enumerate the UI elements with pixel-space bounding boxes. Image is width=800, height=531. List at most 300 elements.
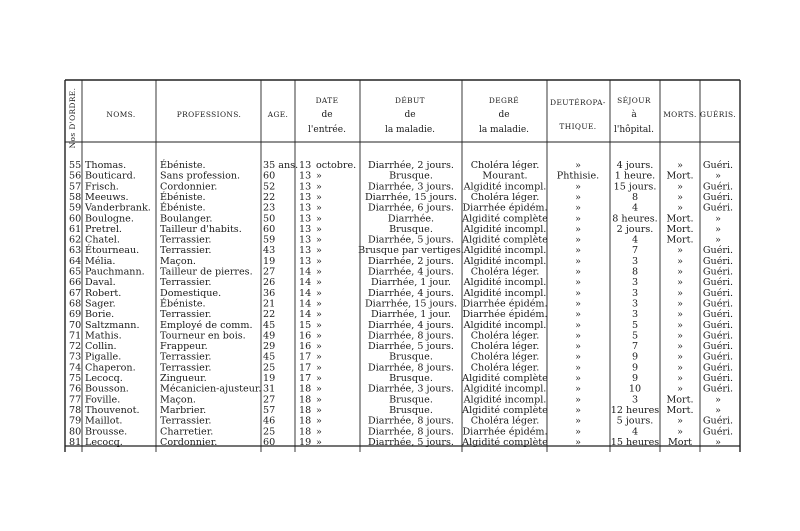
- cell-degre: Diarrhée épidém.: [462, 426, 548, 438]
- cell-deut: »: [575, 404, 581, 416]
- cell-profession: Ébéniste.: [160, 191, 206, 203]
- cell-deut: »: [575, 362, 581, 374]
- cell-age: 35 ans.: [263, 160, 299, 171]
- cell-nom: Chatel.: [85, 234, 120, 246]
- cell-gueri: Guéri.: [702, 202, 734, 214]
- cell-age: 57: [263, 404, 276, 416]
- table-header: [68, 88, 736, 149]
- cell-deut: »: [575, 181, 581, 193]
- cell-deut: »: [575, 330, 581, 342]
- cell-nom: Lecocq.: [85, 436, 123, 448]
- cell-profession: Charretier.: [160, 426, 214, 438]
- cell-mort: »: [677, 383, 683, 395]
- cell-mois: »: [316, 319, 322, 331]
- cell-age: 26: [263, 277, 276, 289]
- cell-profession: Ébéniste.: [160, 160, 206, 171]
- header-degre-2: de: [498, 110, 510, 120]
- table-row: [69, 224, 721, 235]
- cell-date: 14: [299, 298, 312, 310]
- cell-profession: Ébéniste.: [160, 298, 206, 310]
- table-row: [69, 352, 733, 363]
- header-degre-3: la maladie.: [478, 125, 530, 135]
- cell-profession: Frappeur.: [160, 341, 208, 353]
- cell-nom: Pigalle.: [85, 351, 122, 363]
- table-row: [69, 394, 721, 405]
- cell-no: 58: [69, 191, 82, 203]
- cell-age: 36: [263, 287, 276, 299]
- cell-debut: Brusque par vertiges.: [358, 245, 464, 257]
- cell-date: 14: [299, 266, 312, 278]
- cell-age: 50: [263, 213, 276, 225]
- cell-gueri: Guéri.: [702, 287, 734, 299]
- table-row: [69, 213, 721, 224]
- cell-debut: Diarrhée, 3 jours.: [368, 383, 454, 395]
- cell-debut: Diarrhée, 8 jours.: [368, 426, 454, 438]
- header-debut-3: la maladie.: [384, 125, 436, 135]
- cell-mort: Mort.: [666, 170, 694, 182]
- cell-no: 59: [69, 202, 82, 214]
- cell-no: 65: [69, 266, 82, 278]
- cell-debut: Diarrhée, 8 jours.: [368, 415, 454, 427]
- cell-profession: Ébéniste.: [160, 202, 206, 214]
- cell-age: 19: [263, 255, 276, 267]
- cell-degre: Algidité incompl.: [463, 245, 547, 257]
- cell-sejour: 7: [631, 341, 639, 353]
- cell-no: 80: [69, 426, 82, 438]
- cell-deut: »: [575, 436, 581, 448]
- header-debut-1: DÉBUT: [395, 96, 425, 105]
- cell-degre: Algidité incompl.: [463, 319, 547, 331]
- cell-date: 14: [299, 277, 312, 289]
- table-row: [69, 320, 733, 331]
- table-row: [69, 437, 721, 448]
- table-row: [69, 159, 733, 171]
- cell-deut: »: [575, 287, 581, 299]
- cell-date: 18: [299, 394, 312, 406]
- cell-debut: Diarrhée, 5 jours.: [368, 341, 454, 353]
- cell-profession: Tailleur de pierres.: [160, 266, 253, 278]
- cell-age: 22: [263, 191, 276, 203]
- cell-nom: Thomas.: [85, 160, 127, 171]
- cell-degre: Choléra léger.: [470, 266, 540, 278]
- table-body: [69, 159, 733, 448]
- cell-profession: Mécanicien-ajusteur.: [160, 383, 262, 395]
- cell-sejour: 5: [631, 319, 639, 331]
- cell-mort: Mort.: [666, 234, 694, 246]
- cell-degre: Diarrhée épidém.: [462, 202, 548, 214]
- cell-profession: Boulanger.: [160, 213, 213, 225]
- header-gueris: GUÉRIS.: [700, 110, 736, 119]
- cell-sejour: 7: [631, 245, 639, 257]
- cell-nom: Saltzmann.: [85, 319, 140, 331]
- cell-date: 14: [299, 309, 312, 321]
- header-sejour-3: l'hôpital.: [614, 125, 654, 135]
- cell-mois: »: [316, 234, 322, 246]
- cell-profession: Terrassier.: [160, 309, 212, 321]
- cell-age: 60: [263, 223, 276, 235]
- header-sejour-1: SÉJOUR: [617, 96, 651, 105]
- cell-age: 45: [263, 351, 276, 363]
- cell-nom: Daval.: [85, 277, 116, 289]
- cell-profession: Maçon.: [160, 255, 196, 267]
- cell-degre: Algidité incompl.: [463, 287, 547, 299]
- cell-mort: »: [677, 245, 683, 257]
- table-row: [69, 288, 733, 299]
- cell-deut: »: [575, 277, 581, 289]
- cell-date: 18: [299, 404, 312, 416]
- cell-nom: Brousse.: [85, 426, 128, 438]
- cell-no: 75: [69, 373, 82, 384]
- cell-gueri: Guéri.: [702, 309, 734, 321]
- cell-date: 14: [299, 287, 312, 299]
- cell-deut: »: [575, 191, 581, 203]
- cell-profession: Terrassier.: [160, 234, 212, 246]
- cell-no: 57: [69, 181, 82, 193]
- cell-mort: »: [677, 255, 683, 267]
- cell-gueri: Guéri.: [702, 191, 734, 203]
- cell-age: 31: [263, 383, 276, 395]
- cell-mort: »: [677, 181, 683, 193]
- cell-mois: »: [316, 404, 322, 416]
- cell-mort: Mort.: [666, 394, 694, 406]
- cell-profession: Cordonnier.: [160, 181, 218, 193]
- cell-profession: Tourneur en bois.: [160, 330, 246, 342]
- cell-sejour: 1 heure.: [614, 170, 656, 182]
- table-row: [69, 277, 733, 288]
- table-row: [69, 416, 733, 427]
- cell-mois: »: [316, 245, 322, 257]
- cell-degre: Choléra léger.: [470, 191, 540, 203]
- cell-age: 27: [263, 394, 276, 406]
- cell-debut: Brusque.: [389, 373, 433, 384]
- cell-mort: Mort.: [666, 223, 694, 235]
- cell-date: 13: [299, 213, 312, 225]
- cell-gueri: Guéri.: [702, 298, 734, 310]
- cell-date: 18: [299, 426, 312, 438]
- cell-sejour: 3: [631, 277, 639, 289]
- cell-deut: »: [575, 415, 581, 427]
- cell-mort: »: [677, 277, 683, 289]
- cell-debut: Diarrhée, 15 jours.: [364, 191, 458, 203]
- cell-nom: Mélia.: [85, 255, 116, 267]
- cell-deut: »: [575, 373, 581, 384]
- cell-debut: Diarrhée.: [387, 213, 435, 225]
- cell-deut: »: [575, 245, 581, 257]
- cell-debut: Brusque.: [389, 404, 433, 416]
- cell-sejour: 8: [631, 191, 639, 203]
- cell-date: 13: [299, 191, 312, 203]
- cell-age: 25: [263, 426, 276, 438]
- cell-date: 13: [299, 202, 312, 214]
- table-row: [69, 297, 733, 309]
- cell-degre: Algidité incompl.: [463, 181, 547, 193]
- cell-debut: Diarrhée, 2 jours.: [368, 255, 454, 267]
- header-nos-ordre: Nos D'ORDRE.: [68, 87, 77, 149]
- cell-mois: »: [316, 223, 322, 235]
- cell-sejour: 9: [631, 373, 639, 384]
- cell-no: 64: [69, 255, 82, 267]
- cell-nom: Mathis.: [85, 330, 122, 342]
- cell-gueri: »: [715, 436, 721, 448]
- cell-date: 18: [299, 415, 312, 427]
- cell-mois: »: [316, 309, 322, 321]
- cell-nom: Borie.: [85, 309, 115, 321]
- cell-no: 76: [69, 383, 82, 395]
- cell-gueri: Guéri.: [702, 362, 734, 374]
- cell-deut: »: [575, 298, 581, 310]
- cell-nom: Bouticard.: [85, 170, 136, 182]
- cell-no: 74: [69, 362, 82, 374]
- cell-sejour: 3: [631, 255, 639, 267]
- cell-debut: Diarrhée, 4 jours.: [368, 287, 454, 299]
- table-row: [69, 384, 733, 395]
- cell-age: 21: [263, 298, 276, 310]
- cell-deut: »: [575, 426, 581, 438]
- cell-mois: »: [316, 341, 322, 353]
- cell-deut: »: [575, 202, 581, 214]
- cell-date: 13: [299, 234, 312, 246]
- cell-debut: Diarrhée, 8 jours.: [368, 330, 454, 342]
- cell-sejour: 10: [628, 383, 642, 395]
- cell-mois: »: [316, 373, 322, 384]
- cell-deut: »: [575, 255, 581, 267]
- cell-date: 16: [299, 341, 312, 353]
- cell-degre: Algidité incompl.: [463, 383, 547, 395]
- cell-date: 18: [299, 383, 312, 395]
- table-row: [69, 341, 733, 352]
- cell-degre: Algidité complète: [462, 404, 548, 416]
- cell-degre: Choléra léger.: [470, 415, 540, 427]
- cell-gueri: Guéri.: [702, 341, 734, 353]
- cell-age: 46: [263, 415, 276, 427]
- cell-mort: »: [677, 287, 683, 299]
- cell-degre: Algidité complète: [462, 373, 548, 384]
- cell-degre: Algidité complète: [462, 213, 548, 225]
- cell-nom: Pauchmann.: [85, 266, 145, 278]
- cell-debut: Diarrhée, 6 jours.: [368, 202, 454, 214]
- cell-mort: »: [677, 362, 683, 374]
- cell-no: 77: [69, 394, 82, 406]
- cell-age: 25: [263, 362, 276, 374]
- cell-sejour: 5: [631, 330, 639, 342]
- table-row: [69, 244, 733, 256]
- table-row: [69, 373, 733, 384]
- cell-mois: »: [316, 266, 322, 278]
- cell-profession: Zingueur.: [160, 373, 207, 384]
- header-date-3: l'entrée.: [308, 125, 346, 135]
- cell-deut: »: [575, 266, 581, 278]
- cell-no: 70: [69, 319, 82, 331]
- cell-profession: Terrassier.: [160, 245, 212, 257]
- cell-debut: Diarrhée, 4 jours.: [368, 266, 454, 278]
- cell-debut: Brusque.: [389, 223, 433, 235]
- cell-nom: Lecocq.: [85, 373, 123, 384]
- cell-mort: »: [677, 266, 683, 278]
- cell-mois: »: [316, 202, 322, 214]
- cell-no: 73: [69, 351, 82, 363]
- cell-no: 66: [69, 277, 82, 289]
- cell-mort: »: [677, 202, 683, 214]
- cell-deut: »: [575, 223, 581, 235]
- cell-gueri: Guéri.: [702, 426, 734, 438]
- cell-sejour: 5 jours.: [616, 415, 654, 427]
- table-row: [69, 405, 721, 416]
- table-row: [69, 267, 733, 278]
- cell-mort: »: [677, 341, 683, 353]
- cell-degre: Diarrhée épidém.: [462, 298, 548, 310]
- cell-nom: Vanderbrank.: [85, 202, 151, 214]
- cell-profession: Terrassier.: [160, 362, 212, 374]
- header-sejour-2: à: [631, 110, 637, 120]
- cell-no: 67: [69, 287, 82, 299]
- cell-mort: »: [677, 319, 683, 331]
- cell-mort: »: [677, 160, 683, 171]
- cell-sejour: 8 heures.: [612, 213, 658, 225]
- cell-sejour: 9: [631, 362, 639, 374]
- table-row: [69, 202, 733, 214]
- cell-age: 27: [263, 266, 276, 278]
- cell-age: 45: [263, 319, 276, 331]
- cell-age: 52: [263, 181, 276, 193]
- cell-nom: Boulogne.: [85, 213, 134, 225]
- cell-gueri: »: [715, 170, 721, 182]
- cell-date: 17: [299, 373, 312, 384]
- cell-nom: Chaperon.: [85, 362, 136, 374]
- header-degre-1: DEGRÉ: [488, 96, 520, 105]
- header-professions: PROFESSIONS.: [176, 110, 242, 119]
- cell-date: 13: [299, 181, 312, 193]
- cell-sejour: 3: [631, 287, 639, 299]
- cell-mort: »: [677, 191, 683, 203]
- cell-date: 15: [299, 319, 312, 331]
- cell-age: 29: [263, 341, 276, 353]
- header-deuteropathique-1: DEUTÉROPA-: [550, 98, 606, 107]
- cell-deut: »: [575, 213, 581, 225]
- header-date-1: DATE: [315, 96, 339, 105]
- cell-degre: Choléra léger.: [470, 351, 540, 363]
- header-date-2: de: [321, 110, 333, 120]
- cell-deut: »: [575, 234, 581, 246]
- cell-mois: »: [316, 436, 322, 448]
- cell-sejour: 4: [631, 202, 639, 214]
- cell-sejour: 15 heures: [610, 436, 660, 448]
- cell-gueri: »: [715, 404, 721, 416]
- header-morts: MORTS.: [663, 110, 697, 119]
- cell-profession: Terrassier.: [160, 351, 212, 363]
- table-row: [69, 426, 733, 437]
- cell-profession: Employé de comm.: [160, 319, 253, 331]
- cell-gueri: Guéri.: [702, 319, 734, 331]
- cell-mois: »: [316, 415, 322, 427]
- cell-gueri: Guéri.: [702, 181, 734, 193]
- cell-debut: Diarrhée, 2 jours.: [368, 160, 454, 171]
- header-deuteropathique-2: THIQUE.: [559, 122, 597, 131]
- table-row: [69, 171, 721, 182]
- cell-profession: Cordonnier.: [160, 436, 218, 448]
- cell-degre: Choléra léger.: [470, 362, 540, 374]
- cell-nom: Étourneau.: [85, 245, 140, 257]
- cell-debut: Diarrhée, 1 jour.: [371, 309, 451, 321]
- cell-date: 17: [299, 362, 312, 374]
- cell-no: 71: [69, 330, 82, 342]
- cell-mois: »: [316, 351, 322, 363]
- cell-mois: »: [316, 287, 322, 299]
- cell-gueri: »: [715, 234, 721, 246]
- cell-degre: Choléra léger.: [470, 330, 540, 342]
- cell-gueri: Guéri.: [702, 245, 734, 257]
- cell-gueri: Guéri.: [702, 383, 734, 395]
- cell-degre: Algidité incompl.: [463, 223, 547, 235]
- cell-debut: Diarrhée, 4 jours.: [368, 319, 454, 331]
- cell-date: 13: [299, 160, 312, 171]
- cell-degre: Choléra léger.: [470, 160, 540, 171]
- cell-deut: »: [575, 394, 581, 406]
- cell-age: 43: [263, 245, 276, 257]
- cell-mort: »: [677, 298, 683, 310]
- cell-nom: Meeuws.: [85, 191, 129, 203]
- cell-gueri: Guéri.: [702, 351, 734, 363]
- cell-degre: Algidité complète: [462, 436, 548, 448]
- cell-sejour: 3: [631, 394, 639, 406]
- cell-date: 16: [299, 330, 312, 342]
- cell-nom: Sager.: [85, 298, 116, 310]
- cell-date: 17: [299, 351, 312, 363]
- header-noms: NOMS.: [106, 110, 136, 119]
- cell-profession: Maçon.: [160, 394, 196, 406]
- cell-nom: Robert.: [85, 287, 122, 299]
- cell-profession: Terrassier.: [160, 277, 212, 289]
- cell-sejour: 3: [631, 298, 639, 310]
- cell-mois: »: [316, 170, 322, 182]
- cell-mois: »: [316, 330, 322, 342]
- cell-mois: »: [316, 383, 322, 395]
- cell-profession: Terrassier.: [160, 415, 212, 427]
- cell-mois: »: [316, 255, 322, 267]
- cell-debut: Diarrhée, 15 jours.: [364, 298, 458, 310]
- cell-sejour: 15 jours.: [613, 181, 657, 193]
- cell-mort: Mort.: [666, 213, 694, 225]
- cell-gueri: Guéri.: [702, 160, 734, 171]
- cell-age: 19: [263, 373, 276, 384]
- header-age: AGE.: [267, 110, 289, 119]
- cell-mort: Mort: [667, 436, 693, 448]
- table-row: [69, 191, 733, 203]
- cell-age: 60: [263, 170, 276, 182]
- cell-mois: »: [316, 426, 322, 438]
- cell-no: 63: [69, 245, 82, 257]
- cell-no: 55: [69, 160, 82, 171]
- cell-deut: »: [575, 341, 581, 353]
- cell-deut: Phthisie.: [556, 170, 600, 182]
- cell-degre: Algidité incompl.: [463, 255, 547, 267]
- cell-deut: »: [575, 351, 581, 363]
- cell-no: 72: [69, 341, 82, 353]
- cell-nom: Maillot.: [85, 415, 123, 427]
- cell-no: 68: [69, 298, 82, 310]
- cell-date: 13: [299, 255, 312, 267]
- cell-mort: »: [677, 426, 683, 438]
- cell-profession: Tailleur d'habits.: [160, 223, 242, 235]
- cell-debut: Diarrhée, 8 jours.: [368, 362, 454, 374]
- header-debut-2: de: [404, 110, 416, 120]
- cell-mort: Mort.: [666, 404, 694, 416]
- cell-gueri: Guéri.: [702, 415, 734, 427]
- cell-mois: octobre.: [316, 160, 357, 171]
- cell-date: 13: [299, 223, 312, 235]
- cell-no: 61: [69, 223, 82, 235]
- cell-gueri: Guéri.: [702, 255, 734, 267]
- cell-sejour: 4: [631, 234, 639, 246]
